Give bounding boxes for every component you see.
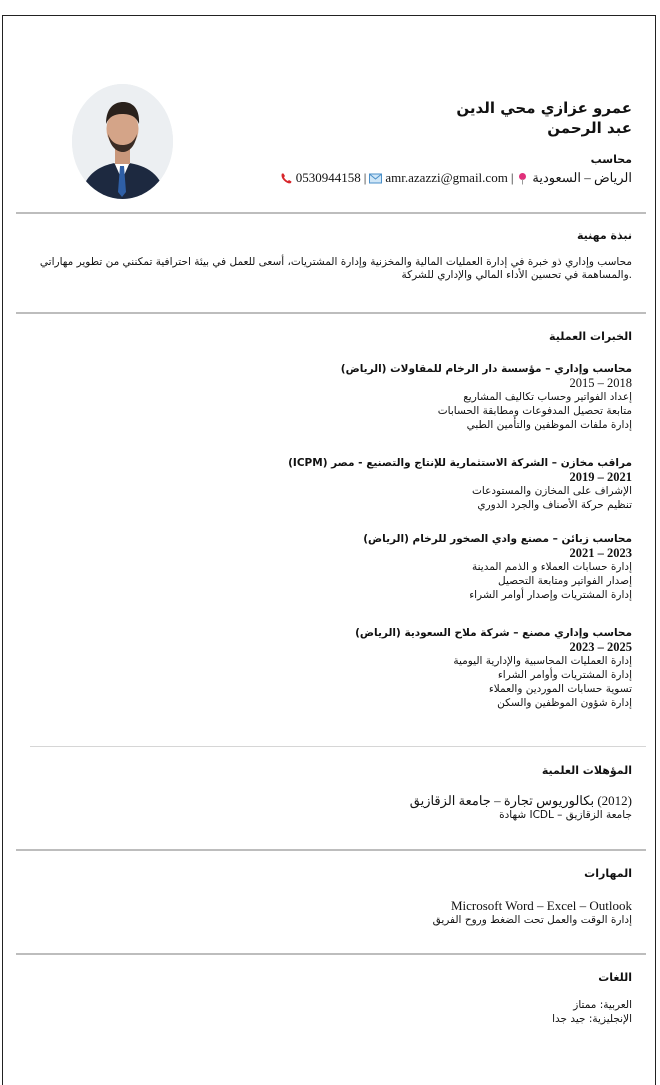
map-pin-icon [516, 172, 529, 185]
skills-line-2: إدارة الوقت والعمل تحت الضغط وروح الفريق [432, 914, 632, 926]
list-item: تسوية حسابات الموردين والعملاء [488, 683, 632, 695]
list-item: إدارة شؤون الموظفين والسكن [497, 697, 632, 709]
list-item: إدارة ملفات الموظفين والتأمين الطبي [466, 419, 632, 431]
email-icon [369, 172, 382, 185]
name-line-1: عمرو عزازي محي الدين [456, 99, 632, 117]
summary-section [20, 229, 632, 282]
location-text: الرياض – السعودية [532, 170, 632, 185]
job-entry-years: 2021 – 2023 [569, 546, 632, 560]
divider [16, 312, 646, 314]
separator: | [510, 170, 514, 185]
list-item: إدارة المشتريات وإصدار أوامر الشراء [469, 589, 632, 601]
list-item: تنظيم حركة الأصناف والجرد الدوري [477, 499, 632, 511]
list-item: إصدار الفواتير ومتابعة التحصيل [498, 575, 632, 587]
list-item: إدارة المشتريات وأوامر الشراء [497, 669, 632, 681]
phone-link[interactable]: 0530944158 [295, 170, 361, 185]
skills-line-1: Microsoft Word – Excel – Outlook [450, 898, 632, 913]
job-entry-years: 2019 – 2021 [569, 470, 632, 484]
languages-line-1: العربية: ممتاز [573, 999, 632, 1011]
skills-section [28, 867, 632, 927]
full-name [456, 98, 632, 138]
avatar [72, 84, 173, 199]
languages-heading: اللغات [598, 971, 632, 984]
education-heading: المؤهلات العلمية [541, 764, 632, 777]
job-title: محاسب [590, 153, 632, 166]
phone-icon [280, 172, 293, 185]
job-entry-title: محاسب وإداري – مؤسسة دار الرخام للمقاولات (الرياض) [340, 363, 632, 375]
list-item: إعداد الفواتير وحساب تكاليف المشاريع [463, 391, 632, 403]
languages-section [28, 971, 632, 1026]
education-line-2: جامعة الزقازيق – ICDL شهادة [499, 809, 632, 821]
profile-photo [72, 84, 173, 199]
skills-heading: المهارات [584, 867, 632, 880]
job-entry [28, 626, 632, 710]
summary-line-1: محاسب وإداري ذو خبرة في إدارة العمليات المالية والمخزنية وإدارة المشتريات، أسعى للعمل في بيئة احترافية تمكنني من تطوير مهاراتي [39, 256, 632, 268]
list-item: إدارة حسابات العملاء و الذمم المدينة [471, 561, 632, 573]
experience-heading: الخبرات العملية [549, 330, 632, 343]
list-item: إدارة العمليات المحاسبية والإدارية اليومية [453, 655, 632, 667]
education-line-1: (2012) بكالوريوس تجارة – جامعة الزقازيق [409, 793, 632, 808]
job-entry-years: 2015 – 2018 [569, 376, 632, 390]
contact-line [280, 170, 632, 186]
job-entry-title: محاسب وإداري مصنع – شركة ملاح السعودية (الرياض) [355, 627, 632, 639]
experience-section [28, 330, 632, 709]
list-item: الإشراف على المخازن والمستودعات [472, 485, 632, 497]
divider [16, 953, 646, 955]
summary-line-2: .والمساهمة في تحسين الأداء المالي والإداري للشركة [401, 269, 632, 281]
divider [16, 212, 646, 214]
job-entry [28, 532, 632, 602]
education-section [28, 764, 632, 822]
list-item: متابعة تحصيل المدفوعات ومطابقة الحسابات [437, 405, 632, 417]
job-entry [28, 362, 632, 432]
divider [30, 746, 646, 747]
job-entry [28, 456, 632, 512]
summary-heading: نبذة مهنية [576, 229, 632, 242]
email-link[interactable]: amr.azazzi@gmail.com [385, 170, 508, 185]
divider [16, 849, 646, 851]
job-entry-years: 2023 – 2025 [569, 640, 632, 654]
job-entry-title: مراقب مخازن – الشركة الاستثمارية للإنتاج والتصنيع - مصر (ICPM) [288, 457, 632, 469]
separator: | [363, 170, 367, 185]
name-line-2: عبد الرحمن [547, 119, 632, 137]
job-entry-title: محاسب زبائن – مصنع وادي الصخور للرخام (الرياض) [363, 533, 632, 545]
languages-line-2: الإنجليزية: جيد جدا [552, 1013, 632, 1025]
